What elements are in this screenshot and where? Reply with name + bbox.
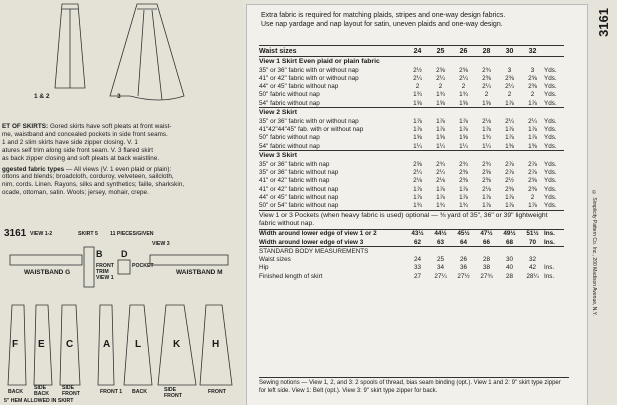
- unit-cell: Ins.: [544, 272, 555, 280]
- header-row: [259, 46, 564, 57]
- width-value: 70: [528, 238, 537, 246]
- view-title-row: [259, 151, 564, 161]
- body-value: 40: [505, 264, 514, 272]
- yardage-value: 1⅞: [436, 185, 445, 193]
- unit-cell: Yds.: [544, 202, 557, 210]
- fabric-row: [259, 83, 564, 91]
- yardage-value: 1⅝: [413, 134, 422, 142]
- yardage-value: 1⅞: [459, 193, 468, 201]
- yardage-value: 1⅝: [459, 99, 468, 107]
- yardage-value: 1¼: [413, 142, 422, 150]
- body-value: 32: [528, 256, 537, 264]
- unit-cell: Yds.: [544, 193, 557, 201]
- yardage-value: 2: [507, 91, 512, 99]
- yardage-value: 2⅜: [528, 83, 537, 91]
- desc-line: [2, 181, 242, 189]
- width-row: [259, 229, 564, 238]
- yardage-value: 1⅞: [528, 202, 537, 210]
- yardage-value: 1⅞: [505, 126, 514, 134]
- fabric-label: 35" or 36" fabric with or without nap: [259, 66, 359, 74]
- body-value: 28: [505, 272, 514, 280]
- yardage-value: 1¾: [459, 202, 468, 210]
- label-side-back: SIDE BACK: [34, 385, 49, 397]
- desc-bold: ggested fabric types: [2, 165, 65, 173]
- sewing-notions: Sewing notions — View 1, 2, and 3: 2 spools of thread, bias seam binding (opt.). View 1 and 2: 9" skirt type zipper for left side. View 1: Belt (opt.). View 3: 9" skirt type zipper for back.: [259, 377, 569, 395]
- body-title-row: [259, 247, 564, 256]
- fabric-row: [259, 91, 564, 99]
- unit-cell: [544, 46, 564, 57]
- desc-text: 1 and 2 slim skirts have side zipper closing. V. 1: [2, 138, 138, 146]
- yardage-value: 2⅝: [436, 66, 445, 74]
- yardage-value: 1⅞: [505, 134, 514, 142]
- size-header: 28: [475, 46, 498, 57]
- fabric-label: 44" or 45" fabric without nap: [259, 83, 339, 91]
- label-pieces: 11 PIECES/GIVEN: [110, 231, 154, 237]
- unit-cell: Ins.: [544, 238, 555, 246]
- yardage-value: 2⅛: [413, 177, 422, 185]
- yardage-value: 2⅜: [459, 169, 468, 177]
- body-value: 24: [413, 256, 422, 264]
- label-h: H: [212, 339, 220, 350]
- desc-line: [2, 131, 242, 139]
- desc-line: [2, 166, 242, 174]
- yardage-value: 2: [438, 83, 443, 91]
- width-value: 49½: [498, 229, 521, 238]
- desc-text: me, waistband and concealed pockets in side front seams.: [2, 130, 168, 138]
- fabric-label: 54" fabric without nap: [259, 99, 320, 107]
- yardage-value: 1⅝: [436, 99, 445, 107]
- unit-cell: Yds.: [544, 185, 557, 193]
- width-value: 68: [505, 238, 514, 246]
- fabric-label: 35" or 36" fabric with nap: [259, 160, 330, 168]
- body-row: [259, 272, 564, 280]
- yardage-value: 2⅛: [482, 185, 491, 193]
- body-value: 25: [436, 256, 445, 264]
- label-back2: BACK: [132, 389, 147, 395]
- width-value: 47½: [475, 229, 498, 238]
- body-value: 28¼: [526, 272, 539, 280]
- fabric-label: 50" or 54" fabric without nap: [259, 202, 339, 210]
- yardage-value: 1⅞: [413, 126, 422, 134]
- unit-cell: [544, 256, 564, 264]
- body-value: 38: [482, 264, 491, 272]
- pockets-row: [259, 210, 564, 229]
- yardage-value: 1⅞: [459, 117, 468, 125]
- desc-text: as back zipper closing and soft pleats at back waistline.: [2, 154, 160, 162]
- intro-line: Use nap yardage and nap layout for satin, uneven plaids and one-way design.: [261, 20, 503, 28]
- label-skirts: SKIRT 5: [78, 231, 98, 237]
- body-title: STANDARD BODY MEASUREMENTS: [259, 247, 564, 256]
- yardage-value: 2⅝: [459, 66, 468, 74]
- label-view12: VIEW 1-2: [30, 231, 53, 237]
- yardage-value: 1¾: [436, 91, 445, 99]
- unit-cell: Yds.: [544, 83, 557, 91]
- label-side-front2: SIDE FRONT: [164, 387, 182, 399]
- pockets-note: View 1 or 3 Pockets (when heavy fabric is used) optional — ⅜ yard of 35", 36" or 39" lightweight fabric without nap.: [259, 210, 564, 229]
- yardage-value: 1⅞: [413, 185, 422, 193]
- label-waistband-m: WAISTBAND M: [176, 269, 223, 276]
- width-value: 45½: [452, 229, 475, 238]
- unit-cell: Yds.: [544, 74, 557, 82]
- yardage-value: 1⅝: [413, 99, 422, 107]
- desc-line: [2, 155, 242, 163]
- fabric-row: [259, 74, 564, 82]
- width-value: 62: [413, 238, 422, 246]
- width-row: [259, 238, 564, 247]
- fabric-row: [259, 160, 564, 168]
- label-side-front: SIDE FRONT: [62, 385, 80, 397]
- yardage-value: 2⅜: [459, 177, 468, 185]
- yardage-value: 2¼: [482, 83, 491, 91]
- label-k: K: [173, 339, 181, 350]
- fig-label-1-2: 1 & 2: [34, 93, 50, 100]
- body-value: 27¼: [434, 272, 447, 280]
- unit-cell: Yds.: [544, 142, 557, 150]
- label-front2: FRONT: [208, 389, 226, 395]
- yardage-value: 2¼: [505, 83, 514, 91]
- unit-cell: Yds.: [544, 126, 557, 134]
- yardage-value: 2⅞: [528, 169, 537, 177]
- label-f: F: [12, 339, 19, 350]
- yardage-value: 2⅞: [528, 160, 537, 168]
- yardage-value: 2⅛: [436, 177, 445, 185]
- desc-text: ocade, ottoman, satin. Wools; jersey, mohair, crepe.: [2, 189, 149, 197]
- size-header: 32: [521, 46, 544, 57]
- desc-line: [2, 189, 242, 197]
- unit-cell: Yds.: [544, 99, 557, 107]
- fabric-row: [259, 134, 564, 142]
- yardage-value: 2: [461, 83, 466, 91]
- yardage-value: 1⅞: [436, 193, 445, 201]
- fabric-label: 50" fabric without nap: [259, 134, 320, 142]
- body-value: 34: [436, 264, 445, 272]
- width-label: Width around lower edge of view 1 or 2: [259, 229, 406, 238]
- fabric-label: 35" or 36" fabric with or without nap: [259, 117, 359, 125]
- body-row: [259, 256, 564, 264]
- unit-cell: Yds.: [544, 134, 557, 142]
- label-b: B: [96, 249, 103, 259]
- yardage-value: 1⅜: [528, 142, 537, 150]
- yardage-value: 1⅞: [505, 202, 514, 210]
- yardage-value: 1⅞: [459, 126, 468, 134]
- yardage-value: 2½: [413, 66, 422, 74]
- unit-cell: Ins.: [544, 264, 555, 272]
- body-value: 30: [505, 256, 514, 264]
- body-value: 42: [528, 264, 537, 272]
- body-value: 27: [413, 272, 422, 280]
- yardage-table: [259, 45, 564, 280]
- unit-cell: Yds.: [544, 177, 557, 185]
- fabric-label: 41"42"44"45" fab. with or without nap: [259, 126, 364, 134]
- yardage-value: 1⅝: [459, 134, 468, 142]
- yardage-value: 1⅞: [436, 117, 445, 125]
- label-hem-allowed: 5" HEM ALLOWED IN SKIRT: [4, 398, 74, 404]
- fabric-label: 41" or 42" fabric with or without nap: [259, 74, 359, 82]
- fabric-row: [259, 193, 564, 201]
- pattern-pieces: [0, 225, 243, 405]
- unit-cell: Yds.: [544, 160, 557, 168]
- fabric-row: [259, 99, 564, 108]
- yardage-value: 2¼: [459, 74, 468, 82]
- fabric-label: 41" or 42" fabric without nap: [259, 185, 339, 193]
- fabric-label: 54" fabric without nap: [259, 142, 320, 150]
- yardage-value: 1¾: [413, 202, 422, 210]
- desc-line: [2, 147, 242, 155]
- yardage-value: 1¾: [436, 202, 445, 210]
- yardage-value: 2⅜: [482, 74, 491, 82]
- fabric-row: [259, 185, 564, 193]
- desc-text: atures self trim along side front seam. V. 3 flared skirt: [2, 146, 154, 154]
- intro-text: [261, 12, 505, 29]
- yardage-value: 2¼: [413, 74, 422, 82]
- width-value: 44½: [429, 229, 452, 238]
- body-value: 33: [413, 264, 422, 272]
- desc-line: [2, 173, 242, 181]
- body-label: Finished length of skirt: [259, 272, 323, 280]
- skirt-illustrations: [0, 0, 243, 122]
- body-label: Waist sizes: [259, 256, 291, 264]
- yardage-value: 2⅞: [505, 169, 514, 177]
- view-title: View 3 Skirt: [259, 151, 564, 161]
- body-value: 27¾: [480, 272, 493, 280]
- width-value: 66: [482, 238, 491, 246]
- yardage-value: 1⅞: [528, 134, 537, 142]
- pattern-number-small: 3161: [4, 228, 27, 239]
- yardage-value: 2⅜: [528, 185, 537, 193]
- yardage-value: 2¼: [413, 169, 422, 177]
- yardage-value: 1⅞: [436, 126, 445, 134]
- fabric-label: 50" fabric without nap: [259, 91, 320, 99]
- yardage-value: 2¼: [505, 117, 514, 125]
- yardage-value: 2⅞: [505, 160, 514, 168]
- fabric-row: [259, 142, 564, 151]
- body-value: 36: [459, 264, 468, 272]
- header-label: Waist sizes: [259, 46, 406, 57]
- fabric-row: [259, 177, 564, 185]
- label-front1: FRONT 1: [100, 389, 123, 395]
- size-header: 26: [452, 46, 475, 57]
- yardage-value: 2⅝: [413, 160, 422, 168]
- yardage-value: 2⅝: [482, 169, 491, 177]
- yardage-value: 2⅜: [482, 177, 491, 185]
- label-l: L: [135, 339, 142, 350]
- yardage-value: 1⅝: [482, 99, 491, 107]
- yardage-value: 3: [530, 66, 535, 74]
- yardage-value: 2: [415, 83, 420, 91]
- view-title-row: [259, 57, 564, 67]
- yardage-value: 2¼: [528, 117, 537, 125]
- width-value: 64: [459, 238, 468, 246]
- yardage-value: 1⅞: [528, 126, 537, 134]
- yardage-value: 1⅞: [505, 193, 514, 201]
- yardage-value: 1⅞: [482, 193, 491, 201]
- yardage-value: 2: [530, 193, 535, 201]
- yardage-value: 2¾: [482, 160, 491, 168]
- unit-cell: Ins.: [544, 229, 564, 238]
- desc-bold: ET OF SKIRTS:: [2, 123, 49, 130]
- label-back: BACK: [8, 389, 23, 395]
- unit-cell: Yds.: [544, 66, 557, 74]
- yardage-value: 1¾: [482, 134, 491, 142]
- yardage-value: 1¾: [459, 91, 468, 99]
- view-title: View 2 Skirt: [259, 108, 564, 118]
- yardage-value: 2⅜: [505, 74, 514, 82]
- label-view3: VIEW 3: [152, 241, 170, 247]
- size-header: 30: [498, 46, 521, 57]
- yardage-value: 2½: [505, 177, 514, 185]
- width-value: 43½: [406, 229, 429, 238]
- fabric-row: [259, 202, 564, 211]
- view-title: View 1 Skirt Even plaid or plain fabric: [259, 57, 564, 67]
- intro-line: Extra fabric is required for matching plaids, stripes and one-way design fabrics.: [261, 12, 506, 19]
- yardage-chart: [246, 4, 588, 405]
- yardage-value: 2⅜: [505, 185, 514, 193]
- body-label: Hip: [259, 264, 269, 272]
- pattern-number: 3161: [596, 8, 611, 37]
- desc-line: [2, 139, 242, 147]
- desc-text: nim, cords. Linen. Rayons, silks and synthetics; faille, sharkskin,: [2, 181, 185, 189]
- fabric-label: 44" or 45" fabric without nap: [259, 193, 339, 201]
- view-title-row: [259, 108, 564, 118]
- fabric-row: [259, 117, 564, 125]
- fabric-row: [259, 126, 564, 134]
- yardage-value: 2: [484, 91, 489, 99]
- yardage-value: 1¼: [459, 142, 468, 150]
- left-panel: [0, 0, 243, 405]
- yardage-value: 1⅞: [482, 126, 491, 134]
- desc-text: — All views (V. 1 even plaid or plain):: [64, 165, 172, 173]
- body-value: 26: [459, 256, 468, 264]
- label-d: D: [121, 249, 128, 259]
- yardage-value: 1⅞: [413, 193, 422, 201]
- yardage-value: 2¼: [436, 169, 445, 177]
- width-value: 63: [436, 238, 445, 246]
- width-value: 51½: [521, 229, 544, 238]
- unit-cell: Yds.: [544, 169, 557, 177]
- desc-line: [2, 123, 242, 131]
- label-c: C: [66, 339, 74, 350]
- yardage-value: 1⅞: [505, 99, 514, 107]
- unit-cell: Yds.: [544, 117, 557, 125]
- body-row: [259, 264, 564, 272]
- label-front-trim: FRONT TRIM VIEW 1: [96, 263, 114, 281]
- yardage-value: 2⅝: [528, 177, 537, 185]
- yardage-value: 3: [507, 66, 512, 74]
- copyright-text: © Simplicity Pattern Co. Inc., 200 Madison Avenue, N.Y.: [591, 190, 597, 316]
- fabric-label: 35" or 36" fabric without nap: [259, 169, 339, 177]
- yardage-value: 1⅞: [528, 99, 537, 107]
- yardage-value: 1⅞: [413, 117, 422, 125]
- body-value: 28: [482, 256, 491, 264]
- fabric-row: [259, 169, 564, 177]
- yardage-value: 1⅞: [459, 185, 468, 193]
- label-pocket: POCKET: [132, 263, 154, 269]
- yardage-value: 1⅜: [505, 142, 514, 150]
- yardage-value: 1¼: [436, 142, 445, 150]
- yardage-value: 2⅛: [482, 117, 491, 125]
- desc-text: Gored skirts have soft pleats at front waist-: [48, 123, 172, 130]
- yardage-value: 1¾: [413, 91, 422, 99]
- yardage-value: 1¼: [482, 142, 491, 150]
- label-e: E: [38, 339, 45, 350]
- yardage-value: 2¾: [436, 160, 445, 168]
- size-header: 25: [429, 46, 452, 57]
- yardage-value: 2¾: [459, 160, 468, 168]
- label-waistband-g: WAISTBAND G: [24, 269, 71, 276]
- yardage-value: 1⅝: [436, 134, 445, 142]
- fabric-label: 41" or 42" fabric with nap: [259, 177, 330, 185]
- yardage-value: 2¾: [482, 66, 491, 74]
- size-header: 24: [406, 46, 429, 57]
- fabric-row: [259, 66, 564, 74]
- yardage-value: 1⅞: [482, 202, 491, 210]
- fig-label-3: 3: [117, 93, 121, 100]
- label-a: A: [103, 339, 111, 350]
- yardage-value: 2¼: [436, 74, 445, 82]
- width-label: Width around lower edge of view 3: [259, 238, 364, 246]
- description: [2, 123, 242, 197]
- yardage-value: 2⅝: [528, 74, 537, 82]
- desc-text: ottons and blends; broadcloth, corduroy, velveteen, sailcloth,: [2, 173, 174, 181]
- body-value: 27½: [457, 272, 470, 280]
- unit-cell: Yds.: [544, 91, 557, 99]
- yardage-value: 2: [530, 91, 535, 99]
